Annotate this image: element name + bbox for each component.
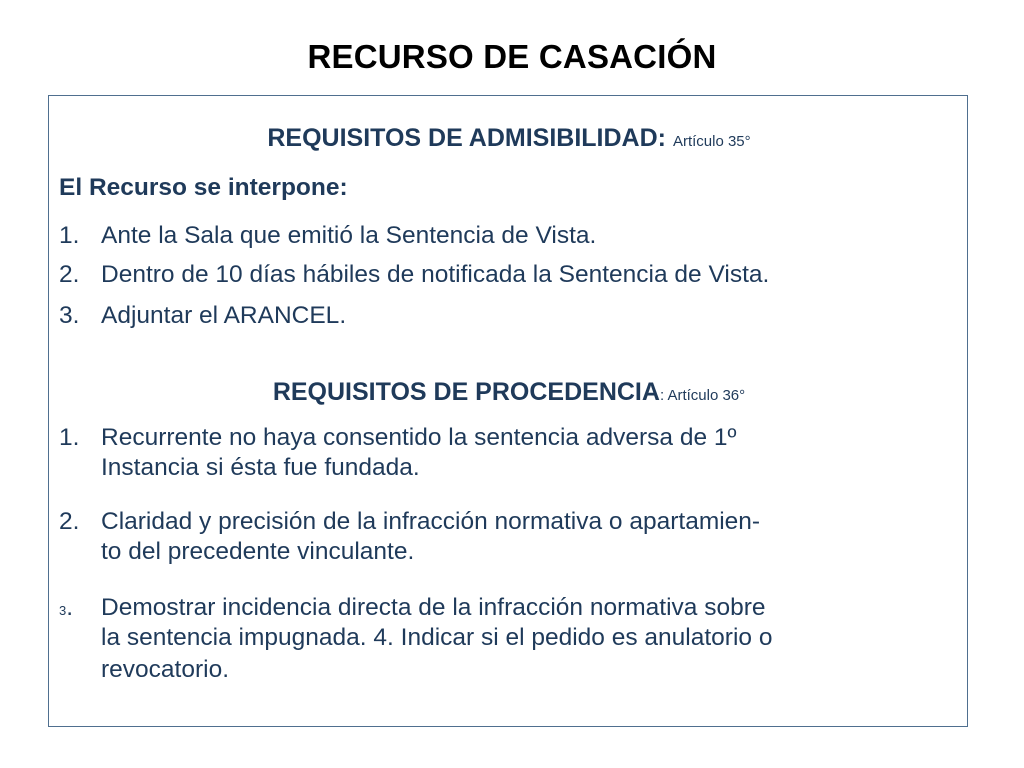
item-number: 1. <box>59 222 80 249</box>
procedencia-item-3-line2: la sentencia impugnada. 4. Indicar si el pedido es anulatorio o <box>101 624 773 651</box>
item-text-line1: Recurrente no haya consentido la sentencia adversa de 1º <box>101 424 737 451</box>
item-number-small: 3. <box>59 594 74 621</box>
item-number: 3. <box>59 302 80 329</box>
admisibilidad-article: Artículo 35° <box>672 133 751 150</box>
procedencia-item-3 <box>59 594 766 622</box>
procedencia-heading <box>49 378 969 407</box>
item-number: 2. <box>59 508 80 535</box>
procedencia-item-1-continued: Instancia si ésta fue fundada. <box>101 454 420 481</box>
item-text: Dentro de 10 días hábiles de notificada la Sentencia de Vista. <box>101 261 770 288</box>
item-number: 1. <box>59 424 80 451</box>
procedencia-item-2-continued: to del precedente vinculante. <box>101 538 415 565</box>
item-text: Ante la Sala que emitió la Sentencia de Vista. <box>101 222 597 249</box>
admisibilidad-item-1 <box>59 222 596 250</box>
item-text-line1: Demostrar incidencia directa de la infracción normativa sobre <box>101 594 766 621</box>
slide-title: RECURSO DE CASACIÓN <box>307 38 717 75</box>
procedencia-item-3-line3: revocatorio. <box>101 656 230 683</box>
item-text: Adjuntar el ARANCEL. <box>101 302 347 329</box>
procedencia-article: : Artículo 36° <box>659 387 746 404</box>
admisibilidad-item-2 <box>59 261 769 289</box>
admisibilidad-heading <box>49 124 969 153</box>
item-text-line1: Claridad y precisión de la infracción normativa o apartamien- <box>101 508 761 535</box>
recurso-intro: El Recurso se interpone: <box>59 174 348 201</box>
item-number: 2. <box>59 261 80 288</box>
procedencia-item-2 <box>59 508 760 536</box>
admisibilidad-heading-text: REQUISITOS DE ADMISIBILIDAD: <box>267 124 666 152</box>
content-panel <box>48 95 968 727</box>
procedencia-heading-text: REQUISITOS DE PROCEDENCIA <box>272 378 660 406</box>
procedencia-item-1 <box>59 424 736 452</box>
admisibilidad-item-3 <box>59 302 346 330</box>
